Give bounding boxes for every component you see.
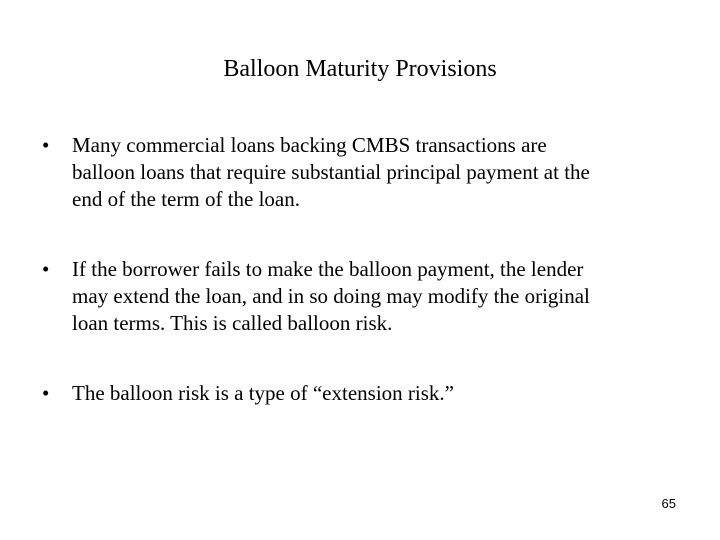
bullet-item [42, 132, 682, 213]
bullet-icon: • [42, 257, 50, 281]
bullet-text: The balloon risk is a type of “extension risk.” [72, 381, 454, 405]
page-number: 65 [661, 496, 676, 511]
bullet-icon: • [42, 381, 50, 405]
bullet-item [42, 256, 682, 337]
bullet-text: Many commercial loans backing CMBS transactions are balloon loans that require substantial principal payment at the end of the term of the loan. [72, 133, 590, 211]
bullet-item [42, 380, 682, 407]
bullet-list [42, 132, 682, 450]
bullet-icon: • [42, 133, 50, 157]
bullet-text: If the borrower fails to make the balloon payment, the lender may extend the loan, and in so doing may modify the original loan terms. This is called balloon risk. [72, 257, 590, 335]
slide-title: Balloon Maturity Provisions [223, 56, 497, 82]
